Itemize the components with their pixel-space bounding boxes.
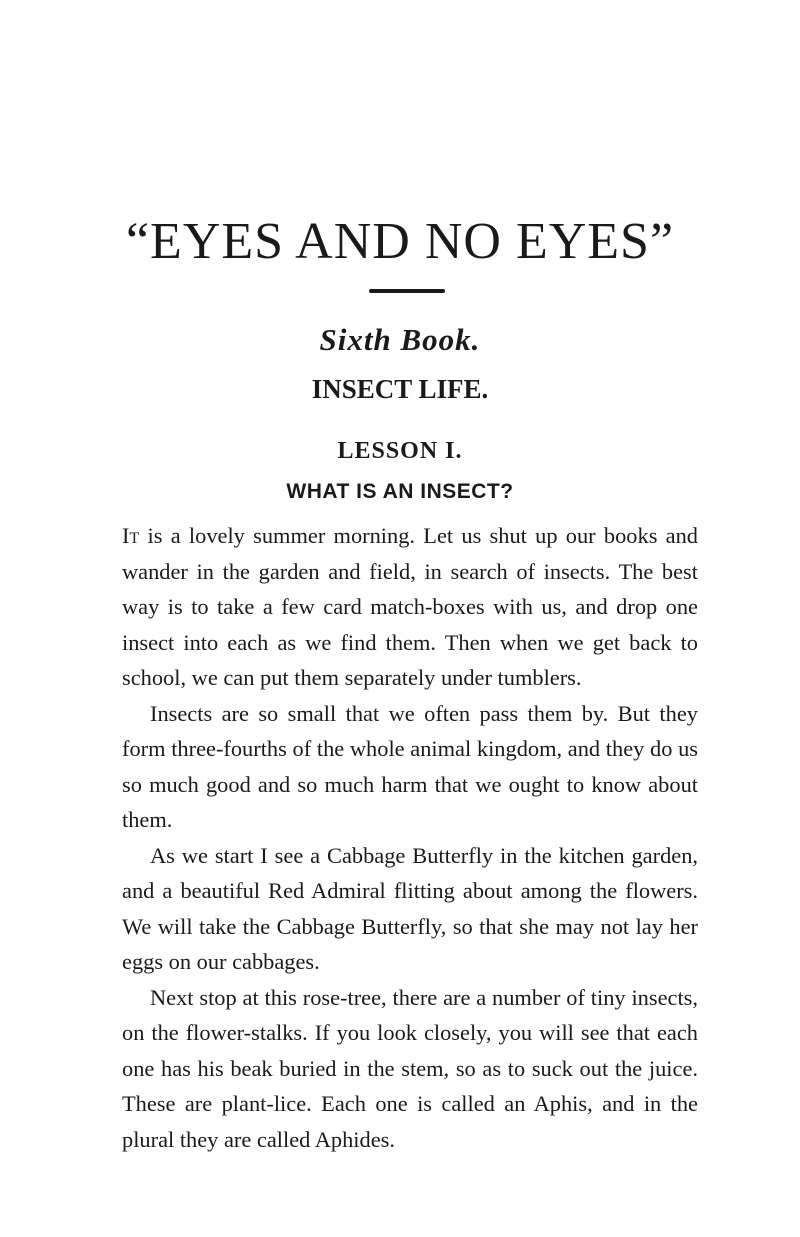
drop-lead-word: It bbox=[122, 523, 140, 548]
section-title: INSECT LIFE. bbox=[311, 374, 489, 404]
lesson-title: WHAT IS AN INSECT? bbox=[286, 480, 514, 503]
paragraph-4: Next stop at this rose-tree, there are a number of tiny insects, on the flower-stalks. If you look closely, you will see that each one has his beak buried in the stem, so as to suck out the juice. These are plant-lice. Each one is called an Aphis, and in the plural they are called Aphides. bbox=[122, 984, 698, 1152]
paragraph-2: Insects are so small that we often pass them by. But they form three-fourths of the whole animal kingdom, and they do us so much good and so much harm that we ought to know about them. bbox=[122, 700, 698, 832]
page-title: “EYES AND NO EYES” bbox=[125, 213, 675, 270]
paragraph-1 bbox=[122, 518, 698, 696]
lesson-body bbox=[122, 518, 698, 1157]
paragraph-text: is a lovely summer morning. Let us shut up our books and wander in the garden and field, in search of insects. The best way is to take a few card match-boxes with us, and drop one insect into each as we find them. Then when we get back to school, we can put them separately under tumblers. bbox=[122, 523, 698, 690]
title-divider bbox=[369, 289, 445, 293]
paragraph-3: As we start I see a Cabbage Butterfly in the kitchen garden, and a beautiful Red Admiral flitting about among the flowers. We will take the Cabbage Butterfly, so that she may not lay her eggs on our cabbages. bbox=[122, 842, 698, 974]
book-title: Sixth Book. bbox=[319, 322, 481, 357]
lesson-number: LESSON I. bbox=[337, 438, 463, 464]
